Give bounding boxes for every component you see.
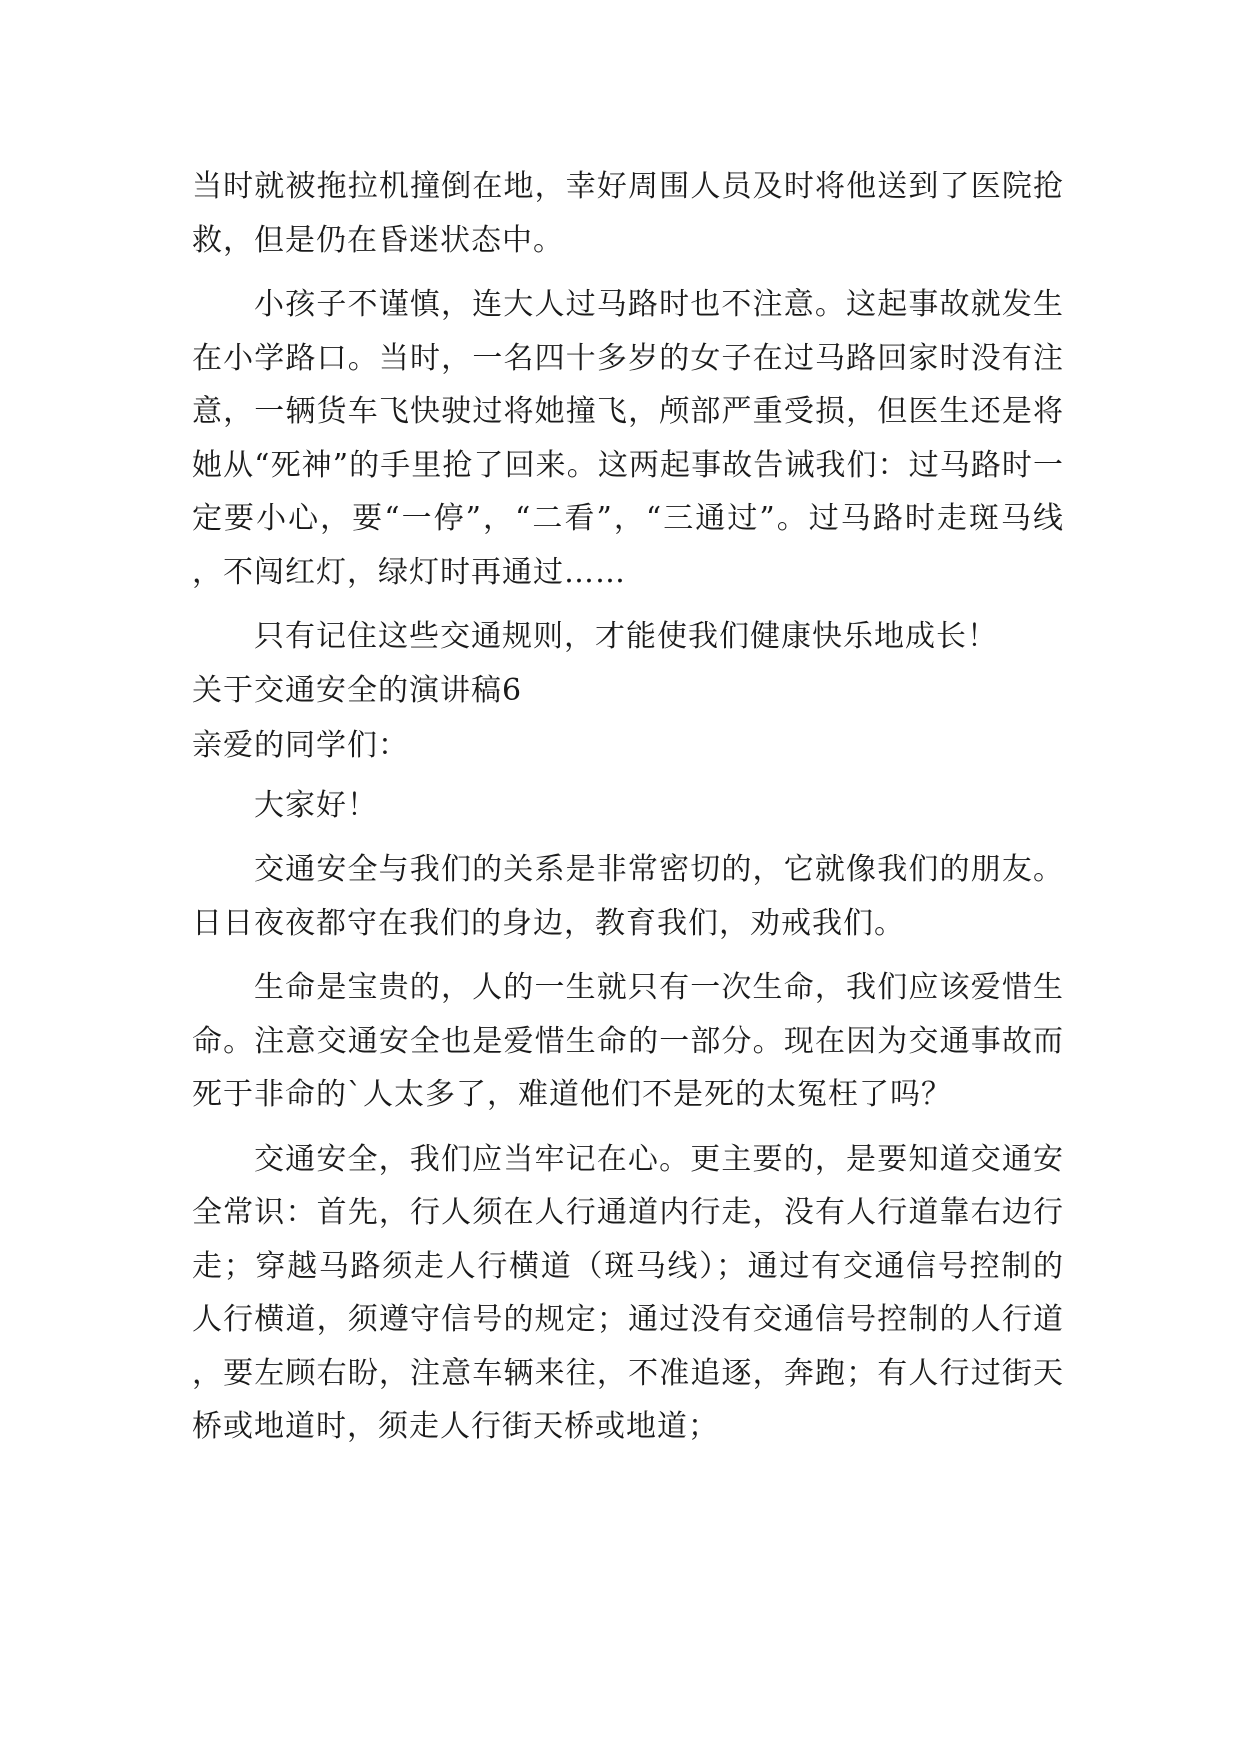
- salutation: 亲爱的同学们：: [192, 728, 409, 763]
- paragraph-life-precious: 生命是宝贵的，人的一生就只有一次生命，我们应该爱惜生命。注意交通安全也是爱惜生命的一部分。现在因为交通事故而死于非命的`人太多了，难道他们不是死的太冤枉了吗？: [192, 970, 1064, 1112]
- paragraph-accident-warning: 小孩子不谨慎，连大人过马路时也不注意。这起事故就发生在小学路口。当时，一名四十多岁的女子在过马路回家时没有注意，一辆货车飞快驶过将她撞飞，颅部严重受损，但医生还是将她从“死神”的手里抢了回来。这两起事故告诫我们：过马路时一定要小心，要“一停”，“二看”，“三通过”。过马路时走斑马线，不闯红灯，绿灯时再通过……: [192, 287, 1064, 590]
- section-title: 关于交通安全的演讲稿6: [192, 672, 523, 708]
- paragraph-continuation: 当时就被拖拉机撞倒在地，幸好周围人员及时将他送到了医院抢救，但是仍在昏迷状态中。: [192, 169, 1064, 258]
- document-body: [192, 160, 1064, 1454]
- paragraph-conclusion: 只有记住这些交通规则，才能使我们健康快乐地成长！: [254, 619, 998, 654]
- paragraph-safety-rules: 交通安全，我们应当牢记在心。更主要的，是要知道交通安全常识：首先，行人须在人行通道内行走，没有人行道靠右边行走；穿越马路须走人行横道（斑马线）；通过有交通信号控制的人行横道，须遵守信号的规定；通过没有交通信号控制的人行道，要左顾右盼，注意车辆来往，不准追逐，奔跑；有人行过街天桥或地道时，须走人行街天桥或地道；: [192, 1141, 1064, 1444]
- paragraph-friendship: 交通安全与我们的关系是非常密切的，它就像我们的朋友。日日夜夜都守在我们的身边，教育我们，劝戒我们。: [192, 852, 1064, 941]
- greeting: 大家好！: [254, 787, 378, 823]
